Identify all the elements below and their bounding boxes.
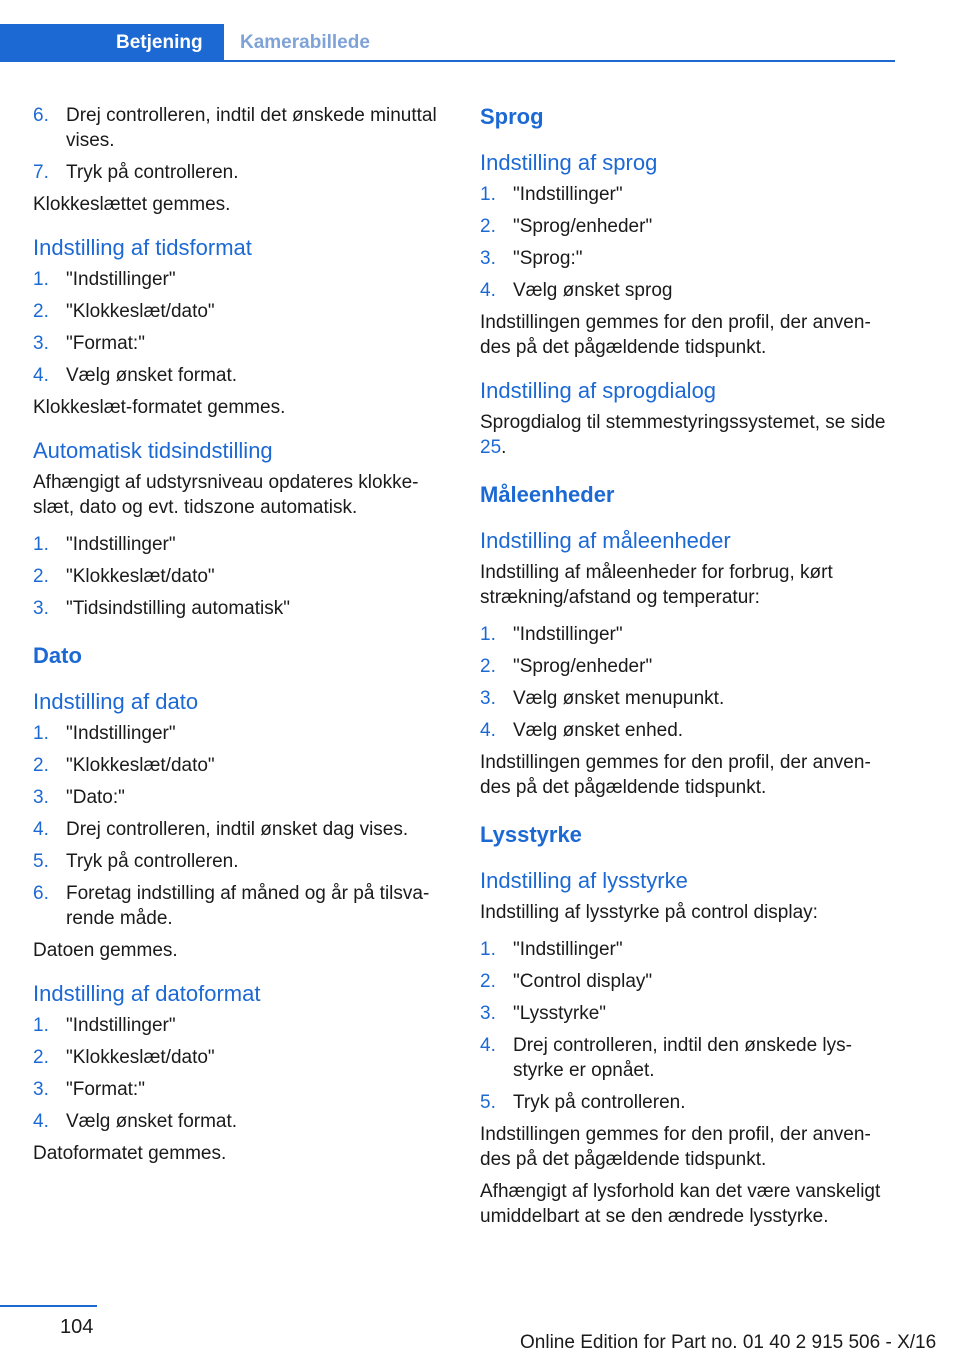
heading-sprogdialog: Indstilling af sprogdialog xyxy=(480,378,717,403)
lysstyrke-steps xyxy=(480,937,895,1115)
sprog-steps xyxy=(480,182,895,303)
tidsformat-steps xyxy=(33,267,448,388)
automatisk-steps xyxy=(33,532,448,621)
list-item: 5. Tryk på controlleren. xyxy=(480,1092,686,1113)
sprogdialog-text: Sprogdialog til stemmestyringssystemet, se side 25. xyxy=(480,412,886,458)
section-maaleenheder: Måleenheder xyxy=(480,482,615,507)
list-item: 1. "Indstillinger" xyxy=(480,624,623,645)
heading-lysstyrke: Indstilling af lysstyrke xyxy=(480,868,688,893)
heading-tidsformat: Indstilling af tidsformat xyxy=(33,235,252,260)
list-item: 1. "Indstillinger" xyxy=(33,723,176,744)
list-item: 4. Vælg ønsket sprog xyxy=(480,280,673,301)
heading-datoformat: Indstilling af datoformat xyxy=(33,981,261,1006)
list-item: 1. "Indstillinger" xyxy=(480,184,623,205)
maaleenheder-steps xyxy=(480,622,895,743)
list-item: 4. Vælg ønsket enhed. xyxy=(480,720,684,741)
header-rule xyxy=(0,60,895,62)
list-item: 1. "Indstillinger" xyxy=(480,939,623,960)
description-text: Indstilling af lysstyrke på control display: xyxy=(480,902,818,923)
result-text: Indstillingen gemmes for den profil, der anvendes på det pågældende tidspunkt. xyxy=(480,312,871,358)
list-item: 3. "Format:" xyxy=(33,333,145,354)
list-item: 1. "Indstillinger" xyxy=(33,534,176,555)
list-item: 3. "Format:" xyxy=(33,1079,145,1100)
list-item: 2. "Klokkeslæt/dato" xyxy=(33,755,215,776)
right-column xyxy=(480,100,895,1229)
heading-maaleenheder: Indstilling af måleenheder xyxy=(480,528,731,553)
list-item: 1. "Indstillinger" xyxy=(33,269,176,290)
list-item: 4. Vælg ønsket format. xyxy=(33,1111,238,1132)
note-text: Afhængigt af lysforhold kan det være vanskeligt umiddelbart at se den ændrede lysstyrke. xyxy=(480,1181,881,1227)
result-text: Indstillingen gemmes for den profil, der anvendes på det pågældende tidspunkt. xyxy=(480,1124,871,1170)
heading-dato: Indstilling af dato xyxy=(33,689,199,714)
edition-text: Online Edition for Part no. 01 40 2 915 506 - X/16 xyxy=(520,1332,937,1353)
list-item: 2. "Klokkeslæt/dato" xyxy=(33,1047,215,1068)
page-number: 104 xyxy=(60,1316,94,1338)
list-item: 6. Drej controlleren, indtil det ønskede minuttal vises. xyxy=(33,105,437,151)
heading-sprog: Indstilling af sprog xyxy=(480,150,658,175)
datoformat-steps xyxy=(33,1013,448,1134)
footer-rule xyxy=(0,1305,97,1307)
list-item: 1. "Indstillinger" xyxy=(33,1015,176,1036)
list-item: 3. Vælg ønsket menupunkt. xyxy=(480,688,725,709)
result-text: Klokkeslæt-formatet gemmes. xyxy=(33,397,286,418)
result-text: Klokkeslættet gemmes. xyxy=(33,194,231,215)
list-item: 4. Vælg ønsket format. xyxy=(33,365,238,386)
list-item: 2. "Sprog/enheder" xyxy=(480,216,653,237)
list-item: 6. Foretag indstilling af måned og år på tilsvarende måde. xyxy=(33,883,430,929)
description-text: Afhængigt af udstyrsniveau opdateres klokkeslæt, dato og evt. tidszone automatisk. xyxy=(33,472,419,518)
list-item: 4. Drej controlleren, indtil den ønskede lysstyrke er opnået. xyxy=(480,1035,852,1081)
dato-steps xyxy=(33,721,448,931)
section-dato: Dato xyxy=(33,643,82,668)
list-item: 2. "Klokkeslæt/dato" xyxy=(33,566,215,587)
result-text: Datoformatet gemmes. xyxy=(33,1143,227,1164)
tab-betjening[interactable]: Betjening xyxy=(0,24,224,62)
list-item: 3. "Tidsindstilling automatisk" xyxy=(33,598,290,619)
result-text: Indstillingen gemmes for den profil, der anvendes på det pågældende tidspunkt. xyxy=(480,752,871,798)
section-sprog: Sprog xyxy=(480,104,544,129)
description-text: Indstilling af måleenheder for forbrug, kørt strækning/afstand og temperatur: xyxy=(480,562,833,608)
list-item: 4. Drej controlleren, indtil ønsket dag vises. xyxy=(33,819,409,840)
tab-kamerabillede[interactable]: Kamerabillede xyxy=(240,32,370,53)
list-item: 2. "Sprog/enheder" xyxy=(480,656,653,677)
list-item: 5. Tryk på controlleren. xyxy=(33,851,239,872)
list-item: 3. "Lysstyrke" xyxy=(480,1003,607,1024)
page-header xyxy=(0,0,960,66)
page-link[interactable]: 25 xyxy=(480,437,502,458)
result-text: Datoen gemmes. xyxy=(33,940,178,961)
left-column xyxy=(33,100,448,1166)
list-item: 7. Tryk på controlleren. xyxy=(33,162,239,183)
list-item: 2. "Klokkeslæt/dato" xyxy=(33,301,215,322)
list-item: 3. "Dato:" xyxy=(33,787,125,808)
heading-automatisk: Automatisk tidsindstilling xyxy=(33,438,273,463)
list-item: 2. "Control display" xyxy=(480,971,653,992)
section-lysstyrke: Lysstyrke xyxy=(480,822,582,847)
intro-steps xyxy=(33,103,448,185)
list-item: 3. "Sprog:" xyxy=(480,248,583,269)
